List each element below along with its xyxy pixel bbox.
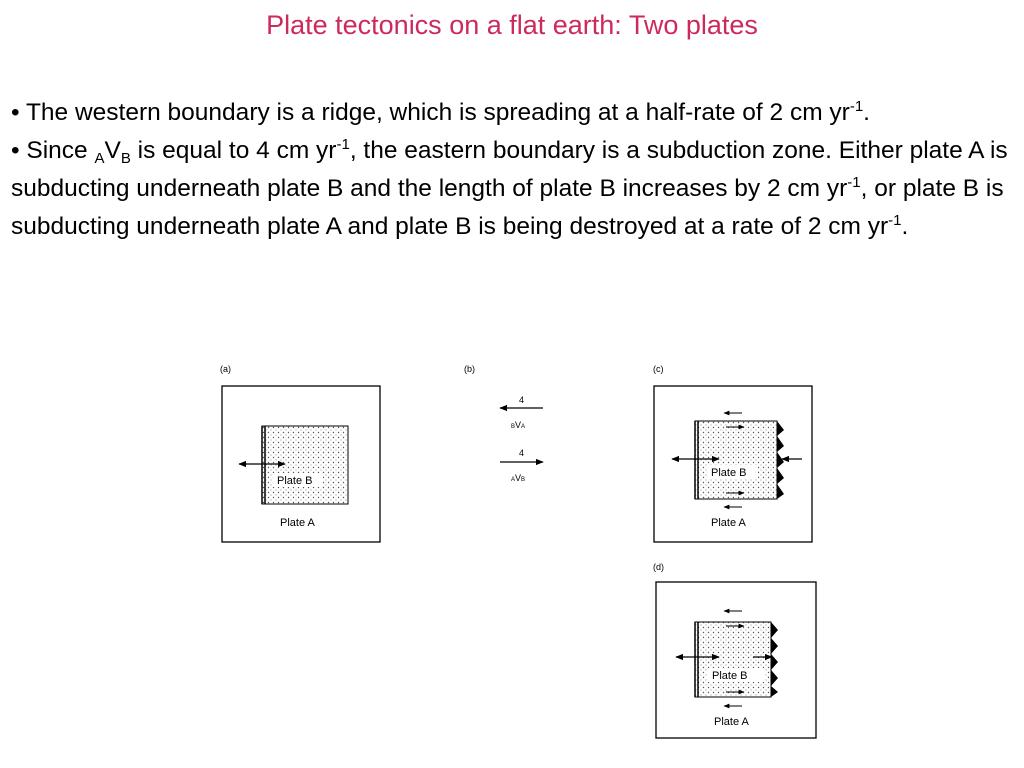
figure-svg (212, 356, 832, 752)
panel-a-label: (a) (220, 364, 231, 374)
velocity-b-rel-a-label: BVA (511, 420, 526, 430)
panel-d (653, 562, 816, 738)
body-text (11, 94, 1016, 246)
panel-c-label: (c) (653, 364, 664, 374)
plate-b-label-d: Plate B (712, 670, 748, 682)
plate-tectonics-figure (212, 356, 832, 752)
plate-b-label-c: Plate B (711, 467, 747, 479)
plate-b-region-d (695, 622, 771, 697)
velocity-a-rel-b-value: 4 (519, 448, 525, 458)
bullet-subduction: • Since $_AV_B$ is equal to 4 cm $yr^{-1}$, the eastern boundary is a subduction zone. Either plate A is subducting underneath plate B and the length of plate B increases by 2 cm $yr^{-1}$, or plate B is subducting underneath plate A and plate B is being destroyed at a rate of 2 cm $yr^{-1}$. (11, 136, 1008, 240)
plate-a-label-d: Plate A (714, 716, 749, 728)
panel-b-label: (b) (464, 364, 475, 374)
panel-a (220, 364, 380, 542)
plate-b-region-c (695, 421, 777, 499)
panel-d-label: (d) (653, 562, 664, 572)
velocity-a-rel-b-label: AVB (511, 473, 526, 483)
plate-b-label: Plate B (277, 475, 313, 487)
panel-b (464, 364, 543, 483)
panel-c (653, 364, 812, 542)
slide-title: Plate tectonics on a flat earth: Two plates (266, 10, 758, 40)
bullet-ridge: • The western boundary is a ridge, which is spreading at a half-rate of 2 cm $yr^{-1}$. (11, 98, 870, 126)
plate-b-region (262, 426, 348, 504)
plate-a-label-c: Plate A (711, 517, 746, 529)
plate-a-label: Plate A (280, 517, 315, 529)
velocity-b-rel-a-value: 4 (519, 395, 525, 405)
